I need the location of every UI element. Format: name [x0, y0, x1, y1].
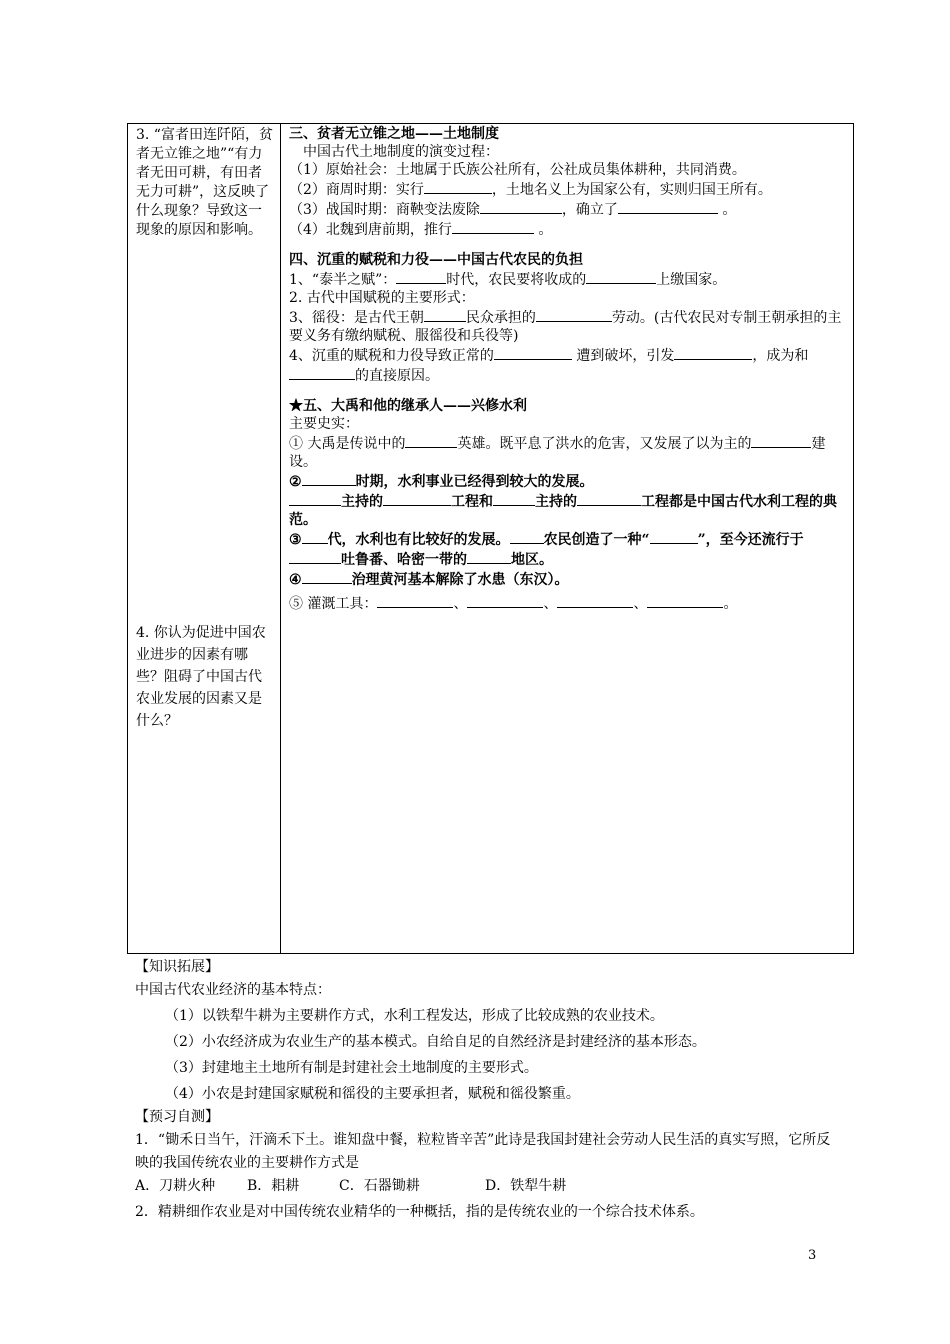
selftest-header: 【预习自测】: [135, 1109, 219, 1125]
section-3-title: 三、贫者无立锥之地——土地制度: [289, 126, 499, 142]
blank: [289, 365, 355, 380]
blank: [510, 529, 544, 544]
section-4-line-2: 2. 古代中国赋税的主要形式：: [289, 290, 475, 306]
question-3: 3. “富者田连阡陌，贫者无立锥之地”“有力者无田可耕，有田者无力可耕”，这反映了什么现象？导致这一现象的原因和影响。: [136, 127, 273, 238]
section-5-line-3: 主持的 工程和 主持的 工程都是中国古代水利工程的典范。: [289, 491, 845, 529]
blank: [480, 199, 562, 214]
blank: [289, 549, 341, 564]
study-table: [127, 123, 854, 954]
blank: [650, 529, 698, 544]
section-5-line-4: ③ 代，水利也有比较好的发展。 农民创造了一种“ ”，至今还流行于吐鲁番、哈密一带的 地区。: [289, 529, 845, 569]
question-4: 4. 你认为促进中国农业进步的因素有哪些？阻碍了中国古代农业发展的因素又是什么？: [136, 625, 266, 729]
section-4-title: 四、沉重的赋税和力役——中国古代农民的负担: [289, 252, 583, 268]
selftest-options: A．刀耕火种 B．耜耕 C．石器锄耕 D．铁犁牛耕: [135, 1178, 567, 1194]
blank: [493, 491, 535, 506]
section-5-intro: 主要史实：: [289, 416, 359, 432]
knowledge-item: （2）小农经济成为农业生产的基本模式。自给自足的自然经济是封建经济的基本形态。: [165, 1034, 706, 1050]
section-4-line-4: 4、沉重的赋税和力役导致正常的 遭到破坏，引发 ，成为和的直接原因。: [289, 345, 845, 385]
blank: [467, 593, 543, 608]
blank: [396, 269, 446, 284]
blank: [452, 219, 534, 234]
blank: [424, 307, 466, 322]
section-3-line-1: （1）原始社会：土地属于氏族公社所有，公社成员集体耕种，共同消费。: [289, 162, 746, 178]
knowledge-item: （4）小农是封建国家赋税和徭役的主要承担者，赋税和徭役繁重。: [165, 1086, 580, 1102]
knowledge-intro: 中国古代农业经济的基本特点：: [135, 982, 331, 998]
section-5-line-2: ② 时期，水利事业已经得到较大的发展。: [289, 471, 845, 491]
blank: [302, 569, 352, 584]
blank: [751, 433, 811, 448]
blank: [302, 471, 356, 486]
section-4-line-1: 1、“泰半之赋”： 时代，农民要将收成的 上缴国家。: [289, 269, 845, 289]
below-table-content: [135, 956, 835, 1224]
blank: [383, 491, 451, 506]
section-5-line-5: ④ 治理黄河基本解除了水患（东汉）。: [289, 569, 845, 589]
blank: [586, 269, 656, 284]
blank: [536, 307, 612, 322]
section-5-title: ★五、大禹和他的继承人——兴修水利: [289, 398, 527, 414]
knowledge-item: （3）封建地主土地所有制是封建社会土地制度的主要形式。: [165, 1060, 538, 1076]
selftest-question-1: 1．“锄禾日当午，汗滴禾下土。谁知盘中餐，粒粒皆辛苦”此诗是我国封建社会劳动人民生活的真实写照，它所反映的我国传统农业的主要耕作方式是: [135, 1132, 831, 1171]
blank: [577, 491, 641, 506]
blank: [674, 345, 752, 360]
blank: [557, 593, 633, 608]
blank: [405, 433, 457, 448]
knowledge-header: 【知识拓展】: [135, 959, 219, 975]
page-number: 3: [808, 1248, 817, 1263]
section-4-line-3: 3、徭役：是古代王朝 民众承担的 劳动。(古代农民对专制王朝承担的主要义务有缴纳赋税、服徭役和兵役等): [289, 307, 845, 345]
blank: [302, 529, 328, 544]
blank: [467, 549, 511, 564]
section-5-line-1: ① 大禹是传说中的 英雄。既平息了洪水的危害，又发展了以为主的 建设。: [289, 433, 845, 471]
blank: [424, 179, 492, 194]
blank: [377, 593, 453, 608]
section-3-line-2: （2）商周时期：实行 ，土地名义上为国家公有，实则归国王所有。: [289, 179, 845, 199]
section-5-line-6: ⑤ 灌溉工具： 、 、 、 。: [289, 593, 845, 613]
questions-column: [128, 124, 281, 954]
blank: [494, 345, 572, 360]
blank: [289, 491, 341, 506]
selftest-question-2: 2．精耕细作农业是对中国传统农业精华的一种概括，指的是传统农业的一个综合技术体系。: [135, 1204, 704, 1220]
content-column: [281, 124, 854, 954]
blank: [647, 593, 723, 608]
section-3-line-4: （4）北魏到唐前期，推行 。: [289, 219, 845, 239]
section-3-intro: 中国古代土地制度的演变过程：: [303, 144, 499, 160]
knowledge-item: （1）以铁犁牛耕为主要耕作方式，水利工程发达，形成了比较成熟的农业技术。: [165, 1008, 664, 1024]
blank: [618, 199, 718, 214]
section-3-line-3: （3）战国时期：商鞅变法废除 ，确立了 。: [289, 199, 845, 219]
